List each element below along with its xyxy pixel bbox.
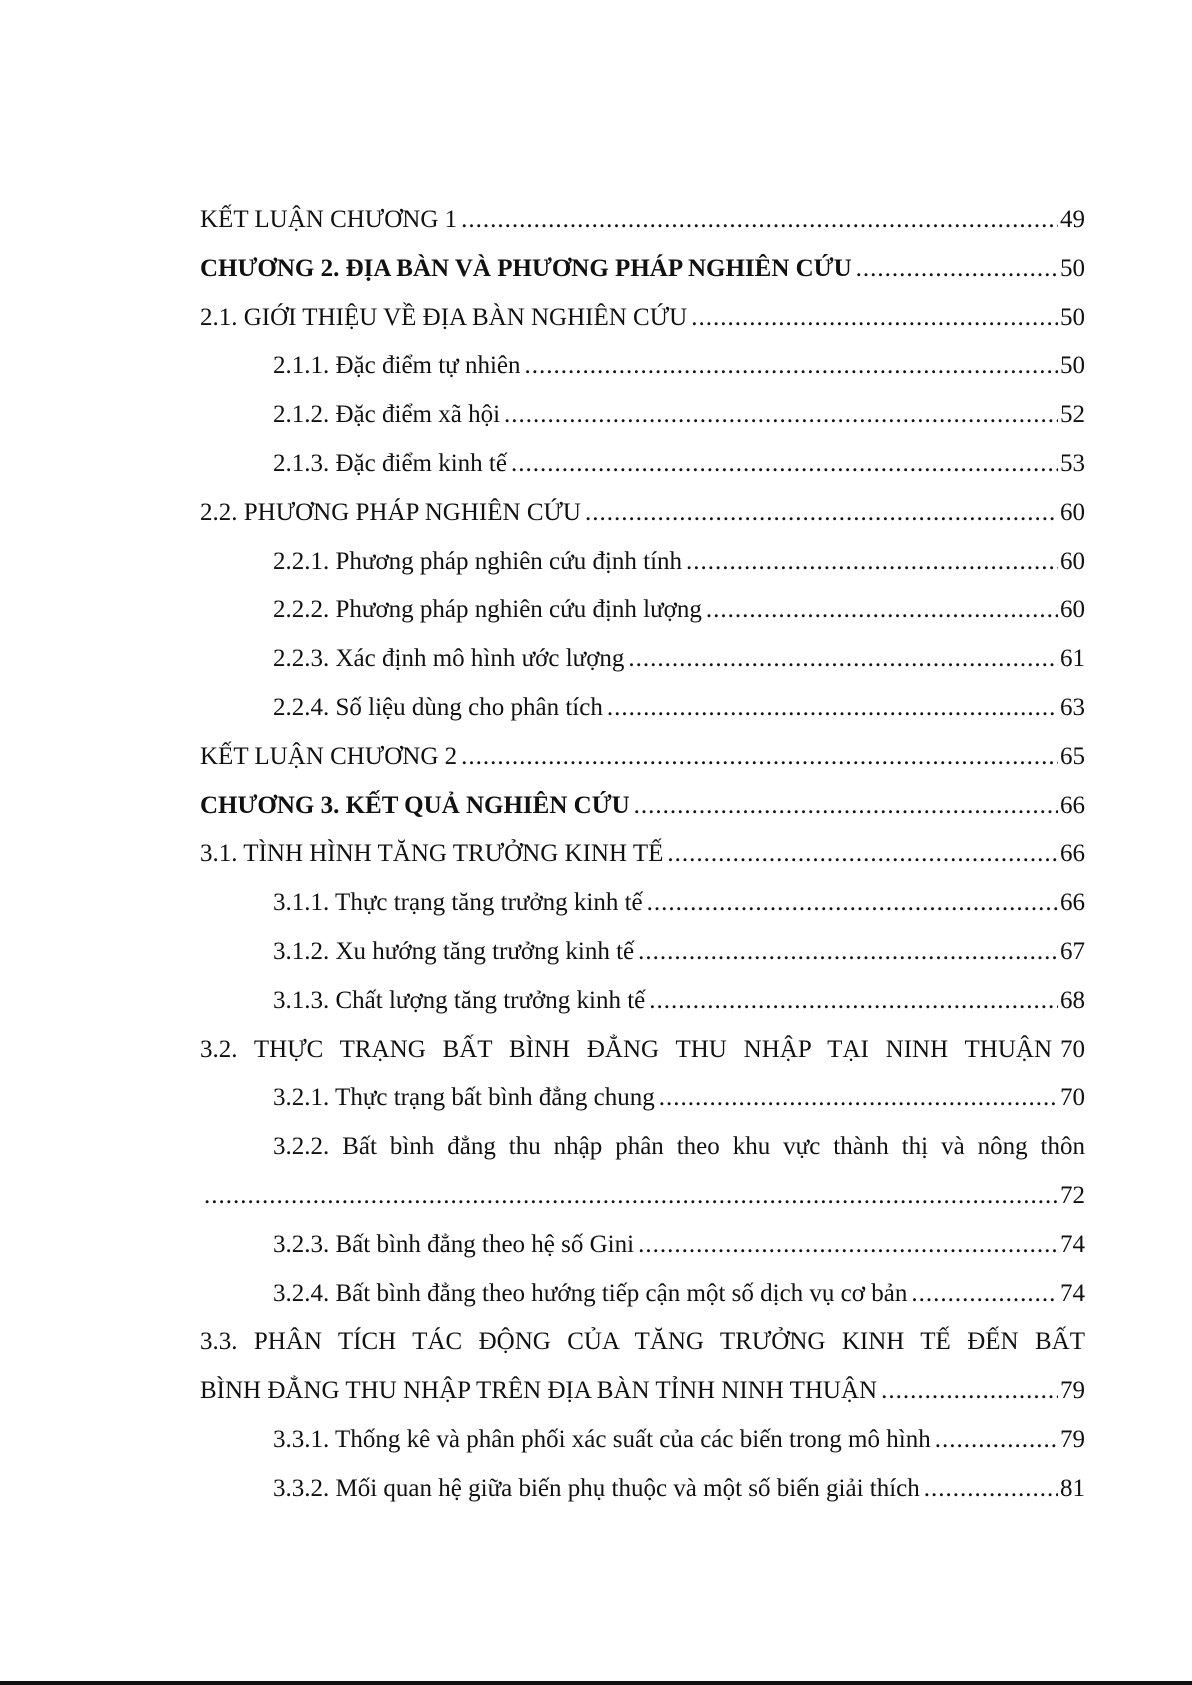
toc-entry[interactable] (200, 1416, 1085, 1465)
toc-dot-leader (686, 538, 1058, 587)
toc-entry-title: CHƯƠNG 3. KẾT QUẢ NGHIÊN CỨU (200, 791, 630, 819)
toc-entry[interactable] (200, 977, 1085, 1026)
toc-entry[interactable] (200, 928, 1085, 977)
toc-entry[interactable] (200, 538, 1085, 587)
toc-page-number: 50 (1060, 352, 1085, 380)
toc-dot-leader (649, 977, 1058, 1026)
toc-entry[interactable] (200, 879, 1085, 928)
toc-entry[interactable] (200, 1465, 1085, 1514)
toc-dot-leader (585, 489, 1058, 538)
toc-dot-leader (204, 1172, 1058, 1221)
toc-page-number: 52 (1060, 401, 1085, 429)
toc-entry[interactable] (200, 440, 1085, 489)
toc-entry-title: 3.3.2. Mối quan hệ giữa biến phụ thuộc và một số biến giải thích (273, 1474, 920, 1502)
toc-entry-title: 2.2.3. Xác định mô hình ước lượng (273, 645, 625, 673)
toc-page-number: 79 (1060, 1425, 1085, 1453)
toc-entry[interactable] (200, 1367, 1085, 1416)
toc-entry[interactable] (200, 1074, 1085, 1123)
toc-entry[interactable] (200, 391, 1085, 440)
table-of-contents (200, 196, 1085, 1514)
toc-entry-title: 3.2.4. Bất bình đẳng theo hướng tiếp cận một số dịch vụ cơ bản (273, 1279, 908, 1307)
toc-entry-title: 2.2.4. Số liệu dùng cho phân tích (273, 693, 603, 721)
toc-dot-leader (504, 391, 1058, 440)
toc-entry[interactable] (200, 1318, 1085, 1367)
toc-entry-title: 3.3. PHÂN TÍCH TÁC ĐỘNG CỦA TĂNG TRƯỞNG KINH TẾ ĐẾN BẤT (200, 1328, 1085, 1356)
toc-page-number: 81 (1060, 1474, 1085, 1502)
toc-dot-leader (706, 586, 1058, 635)
toc-page-number: 60 (1060, 596, 1085, 624)
toc-dot-leader (461, 196, 1058, 245)
toc-entry-title: CHƯƠNG 2. ĐỊA BÀN VÀ PHƯƠNG PHÁP NGHIÊN CỨU (200, 254, 852, 282)
toc-page-number: 72 (1060, 1181, 1085, 1209)
toc-entry-title: 2.2. PHƯƠNG PHÁP NGHIÊN CỨU (200, 498, 581, 526)
toc-dot-leader (856, 245, 1058, 294)
toc-page-number: 79 (1060, 1377, 1085, 1405)
toc-entry-title: 3.3.1. Thống kê và phân phối xác suất của các biến trong mô hình (273, 1425, 931, 1453)
toc-page-number: 70 (1060, 1084, 1085, 1112)
toc-entry-title: 3.2. THỰC TRẠNG BẤT BÌNH ĐẲNG THU NHẬP TẠI NINH THUẬN (200, 1035, 1052, 1063)
toc-entry[interactable] (200, 1270, 1085, 1319)
toc-dot-leader (628, 635, 1058, 684)
toc-entry[interactable] (200, 245, 1085, 294)
toc-entry-title: 3.2.3. Bất bình đẳng theo hệ số Gini (273, 1230, 635, 1258)
toc-page-number: 74 (1060, 1279, 1085, 1307)
toc-dot-leader (638, 928, 1058, 977)
toc-dot-leader (691, 294, 1058, 343)
toc-entry[interactable] (200, 489, 1085, 538)
toc-dot-leader (525, 342, 1058, 391)
toc-page-number: 63 (1060, 693, 1085, 721)
toc-entry[interactable] (200, 1221, 1085, 1270)
toc-entry-title: 3.1. TÌNH HÌNH TĂNG TRƯỞNG KINH TẾ (200, 840, 664, 868)
toc-dot-leader (659, 1074, 1058, 1123)
toc-entry[interactable] (200, 684, 1085, 733)
toc-entry[interactable] (200, 782, 1085, 831)
toc-page-number: 68 (1060, 986, 1085, 1014)
toc-entry-title: 2.1. GIỚI THIỆU VỀ ĐỊA BÀN NGHIÊN CỨU (200, 303, 688, 331)
toc-entry[interactable] (200, 733, 1085, 782)
toc-page-number: 50 (1060, 254, 1085, 282)
toc-entry-title: KẾT LUẬN CHƯƠNG 2 (200, 742, 458, 770)
toc-dot-leader (911, 1270, 1058, 1319)
toc-entry-title: 2.2.2. Phương pháp nghiên cứu định lượng (273, 596, 702, 624)
toc-dot-leader (607, 684, 1058, 733)
toc-dot-leader (667, 830, 1058, 879)
toc-entry-title: 3.1.2. Xu hướng tăng trưởng kinh tế (273, 937, 635, 965)
toc-dot-leader (634, 782, 1058, 831)
toc-page-number: 50 (1060, 303, 1085, 331)
toc-entry-title: 3.2.1. Thực trạng bất bình đẳng chung (273, 1084, 655, 1112)
toc-dot-leader (924, 1465, 1058, 1514)
toc-page-number: 49 (1060, 206, 1085, 233)
toc-entry-title: KẾT LUẬN CHƯƠNG 1 (200, 206, 458, 233)
toc-entry-title: 2.1.2. Đặc điểm xã hội (273, 401, 501, 429)
toc-page-number: 53 (1060, 449, 1085, 477)
toc-entry-title: 3.2.2. Bất bình đẳng thu nhập phân theo khu vực thành thị và nông thôn (273, 1133, 1085, 1161)
toc-entry[interactable] (200, 1026, 1085, 1075)
toc-entry-title: 2.2.1. Phương pháp nghiên cứu định tính (273, 547, 683, 575)
toc-entry[interactable] (200, 196, 1085, 245)
toc-dot-leader (461, 733, 1058, 782)
bottom-border (0, 1681, 1192, 1685)
toc-page-number: 60 (1060, 547, 1085, 575)
toc-entry[interactable] (200, 1172, 1085, 1221)
toc-page-number: 67 (1060, 937, 1085, 965)
toc-dot-leader (511, 440, 1058, 489)
toc-entry-title: 3.1.1. Thực trạng tăng trưởng kinh tế (273, 889, 643, 917)
toc-dot-leader (638, 1221, 1058, 1270)
toc-dot-leader (881, 1367, 1058, 1416)
toc-entry[interactable] (200, 342, 1085, 391)
toc-entry-title: 2.1.1. Đặc điểm tự nhiên (273, 352, 521, 380)
toc-page-number: 70 (1060, 1035, 1085, 1063)
toc-dot-leader (647, 879, 1058, 928)
toc-entry[interactable] (200, 586, 1085, 635)
toc-page-number: 74 (1060, 1230, 1085, 1258)
toc-entry[interactable] (200, 294, 1085, 343)
toc-entry-title: 2.1.3. Đặc điểm kinh tế (273, 449, 507, 477)
toc-entry[interactable] (200, 635, 1085, 684)
toc-dot-leader (935, 1416, 1058, 1465)
toc-entry-title: 3.1.3. Chất lượng tăng trưởng kinh tế (273, 986, 646, 1014)
toc-entry-title: BÌNH ĐẲNG THU NHẬP TRÊN ĐỊA BÀN TỈNH NINH THUẬN (200, 1377, 878, 1405)
toc-page-number: 65 (1060, 742, 1085, 770)
toc-page-number: 66 (1060, 889, 1085, 917)
toc-entry[interactable] (200, 1123, 1085, 1172)
toc-entry[interactable] (200, 830, 1085, 879)
toc-page-number: 60 (1060, 498, 1085, 526)
toc-page-number: 66 (1060, 840, 1085, 868)
toc-page-number: 61 (1060, 645, 1085, 673)
toc-page-number: 66 (1060, 791, 1085, 819)
